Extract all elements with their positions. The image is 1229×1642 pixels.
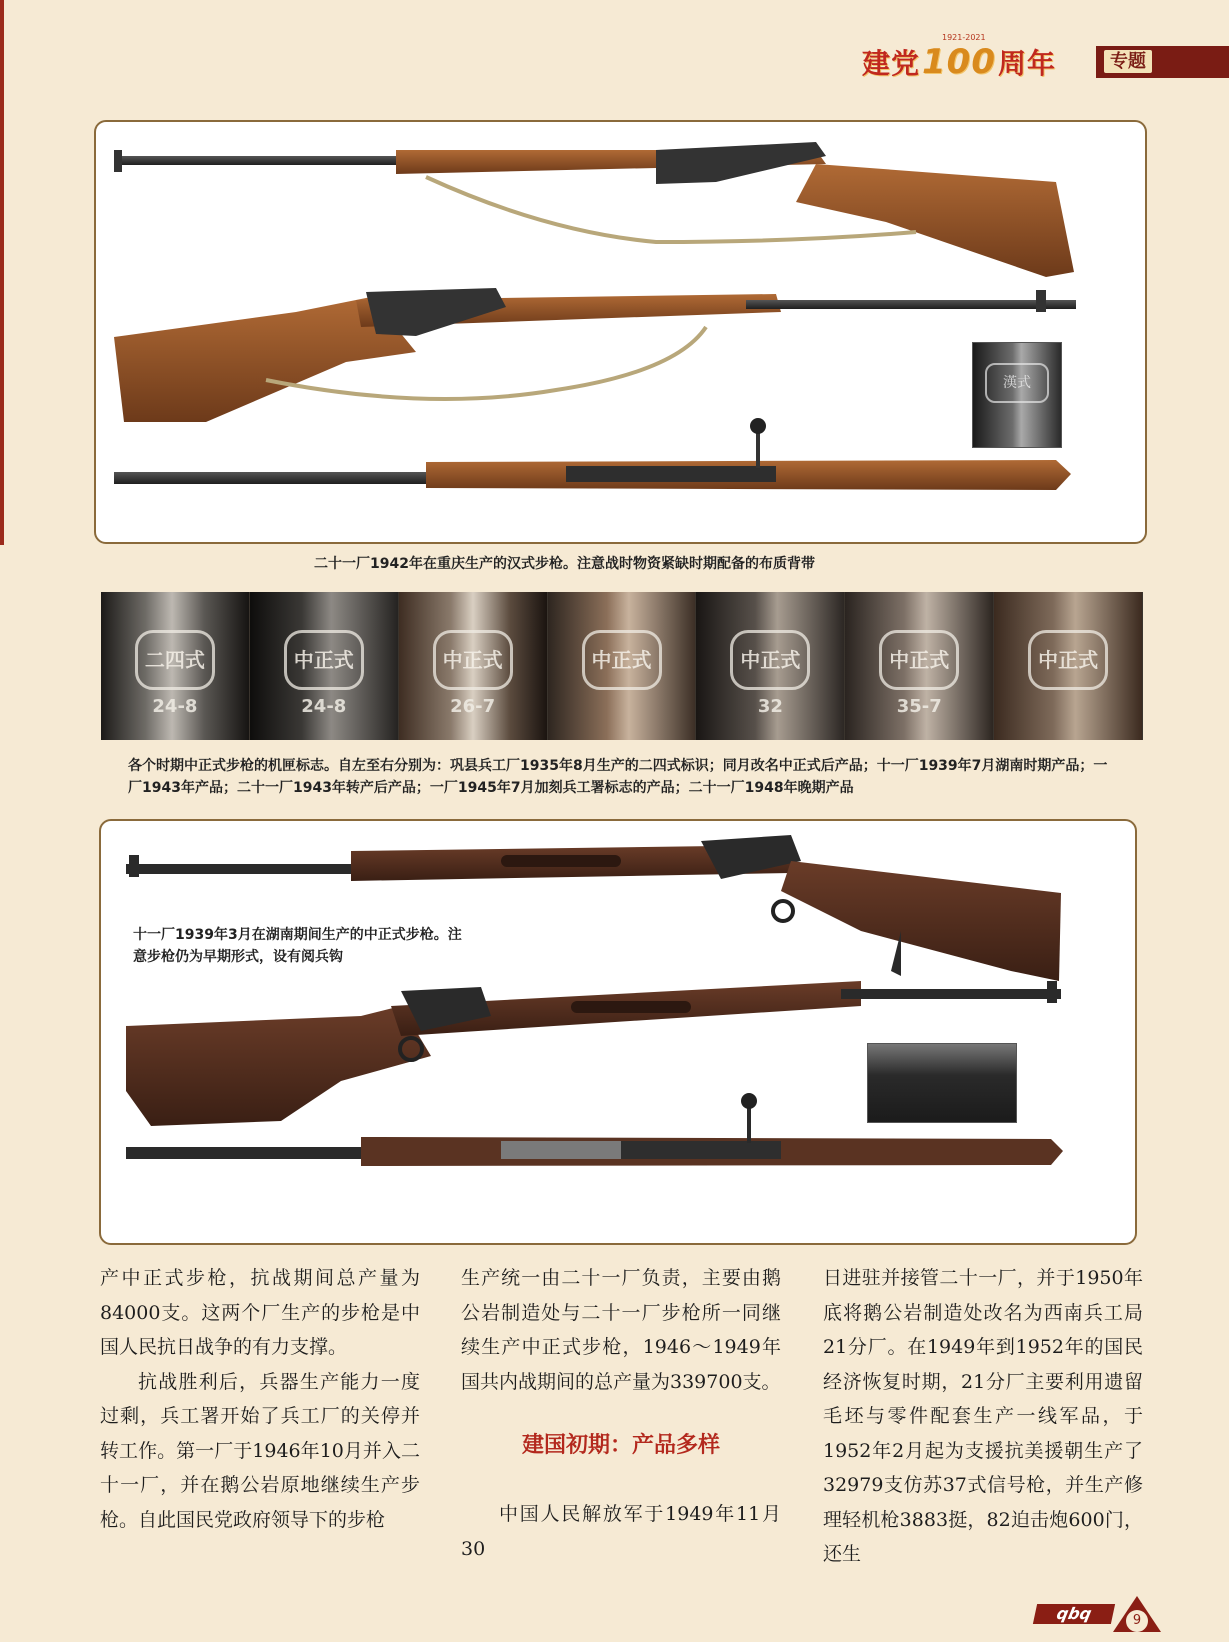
inset-serial-mark xyxy=(867,1043,1017,1123)
paragraph: 中国人民解放军于1949年11月30 xyxy=(461,1503,781,1560)
mark-emblem: 中正式 xyxy=(879,630,959,690)
receiver-mark-photo xyxy=(399,592,548,740)
section-tag-label: 专题 xyxy=(1104,50,1152,73)
receiver-mark-photo xyxy=(696,592,845,740)
hanyang-rifle-illustration xyxy=(96,122,1145,542)
paragraph: 抗战胜利后，兵器生产能力一度过剩，兵工署开始了兵工厂的关停并转工作。第一厂于1946年10月并入二十一厂，并在鹅公岩原地继续生产步枪。自此国民党政府领导下的步枪 xyxy=(100,1370,420,1531)
mark-number: 24-8 xyxy=(152,696,198,717)
text-column-3 xyxy=(823,1261,1143,1572)
receiver-mark-photo xyxy=(994,592,1143,740)
section-tag xyxy=(1096,46,1229,78)
mark-emblem: 中正式 xyxy=(582,630,662,690)
paragraph: 生产统一由二十一厂负责，主要由鹅公岩制造处与二十一厂步枪所一同继续生产中正式步枪，1946～1949年国共内战期间的总产量为339700支。 xyxy=(461,1267,781,1393)
receiver-mark-photo xyxy=(845,592,994,740)
brand-prefix: 建党 xyxy=(862,47,921,80)
figure1-caption: 二十一厂1942年在重庆生产的汉式步枪。注意战时物资紧缺时期配备的布质背带 xyxy=(314,556,815,572)
rifle-bottom-view xyxy=(114,418,1071,490)
receiver-marks-strip xyxy=(101,592,1143,740)
magazine-logo: qbq xyxy=(1033,1604,1115,1624)
anniversary-years: 1921-2021 xyxy=(942,33,986,42)
mark-number: 32 xyxy=(757,696,783,717)
rifle-side-view-right xyxy=(114,288,1076,422)
text-column-1 xyxy=(100,1261,420,1537)
mark-number: 26-7 xyxy=(450,696,496,717)
mark-emblem: 中正式 xyxy=(730,630,810,690)
page-number: 9 xyxy=(1126,1610,1148,1632)
rifle-photo-panel-1942 xyxy=(94,120,1147,544)
text-column-2 xyxy=(461,1261,781,1566)
receiver-mark-photo xyxy=(250,592,399,740)
rifle-photo-panel-1939 xyxy=(99,819,1137,1245)
rifle-top-view-left xyxy=(114,142,1074,277)
paragraph: 日进驻并接管二十一厂，并于1950年底将鹅公岩制造处改名为西南兵工局21分厂。在1949年到1952年的国民经济恢复时期，21分厂主要利用遗留毛坯与零件配套生产一线军品，于1952年2月起为支援抗美援朝生产了32979支仿苏37式信号枪，并生产修理轻机枪3883挺，82迫击炮600门，还生 xyxy=(823,1267,1143,1565)
anniversary-logo xyxy=(862,42,1056,82)
mark-emblem: 二四式 xyxy=(135,630,215,690)
section-heading: 建国初期：产品多样 xyxy=(521,1433,720,1458)
receiver-marks-caption: 各个时期中正式步枪的机匣标志。自左至右分别为：巩县兵工厂1935年8月生产的二四式标识；同月改名中正式后产品；十一厂1939年7月湖南时期产品；一厂1943年产品；二十一厂1943年转产后产品；一厂1945年7月加刻兵工署标志的产品；二十一厂1948年晚期产品 xyxy=(128,758,1108,796)
brand-suffix: 周年 xyxy=(998,47,1057,80)
zhongzheng-rifle-illustration xyxy=(101,821,1135,1243)
receiver-mark-photo xyxy=(101,592,250,740)
figure2-caption: 十一厂1939年3月在湖南期间生产的中正式步枪。注意步枪仍为早期形式，设有阅兵钩 xyxy=(133,927,462,965)
mark-number: 24-8 xyxy=(301,696,347,717)
left-edge-rule xyxy=(0,0,4,545)
mark-emblem: 中正式 xyxy=(1028,630,1108,690)
mark-emblem: 中正式 xyxy=(433,630,513,690)
page-footer xyxy=(1035,1596,1157,1632)
mark-number: 35-7 xyxy=(896,696,942,717)
page-header xyxy=(850,33,1229,88)
inset-receiver-mark xyxy=(972,342,1062,448)
mark-emblem: 中正式 xyxy=(284,630,364,690)
inset-mark-text: 漢式 xyxy=(985,363,1049,403)
brand-number: 100 xyxy=(922,42,996,82)
receiver-mark-photo xyxy=(548,592,697,740)
paragraph: 产中正式步枪，抗战期间总产量为84000支。这两个厂生产的步枪是中国人民抗日战争的有力支撑。 xyxy=(100,1267,420,1358)
